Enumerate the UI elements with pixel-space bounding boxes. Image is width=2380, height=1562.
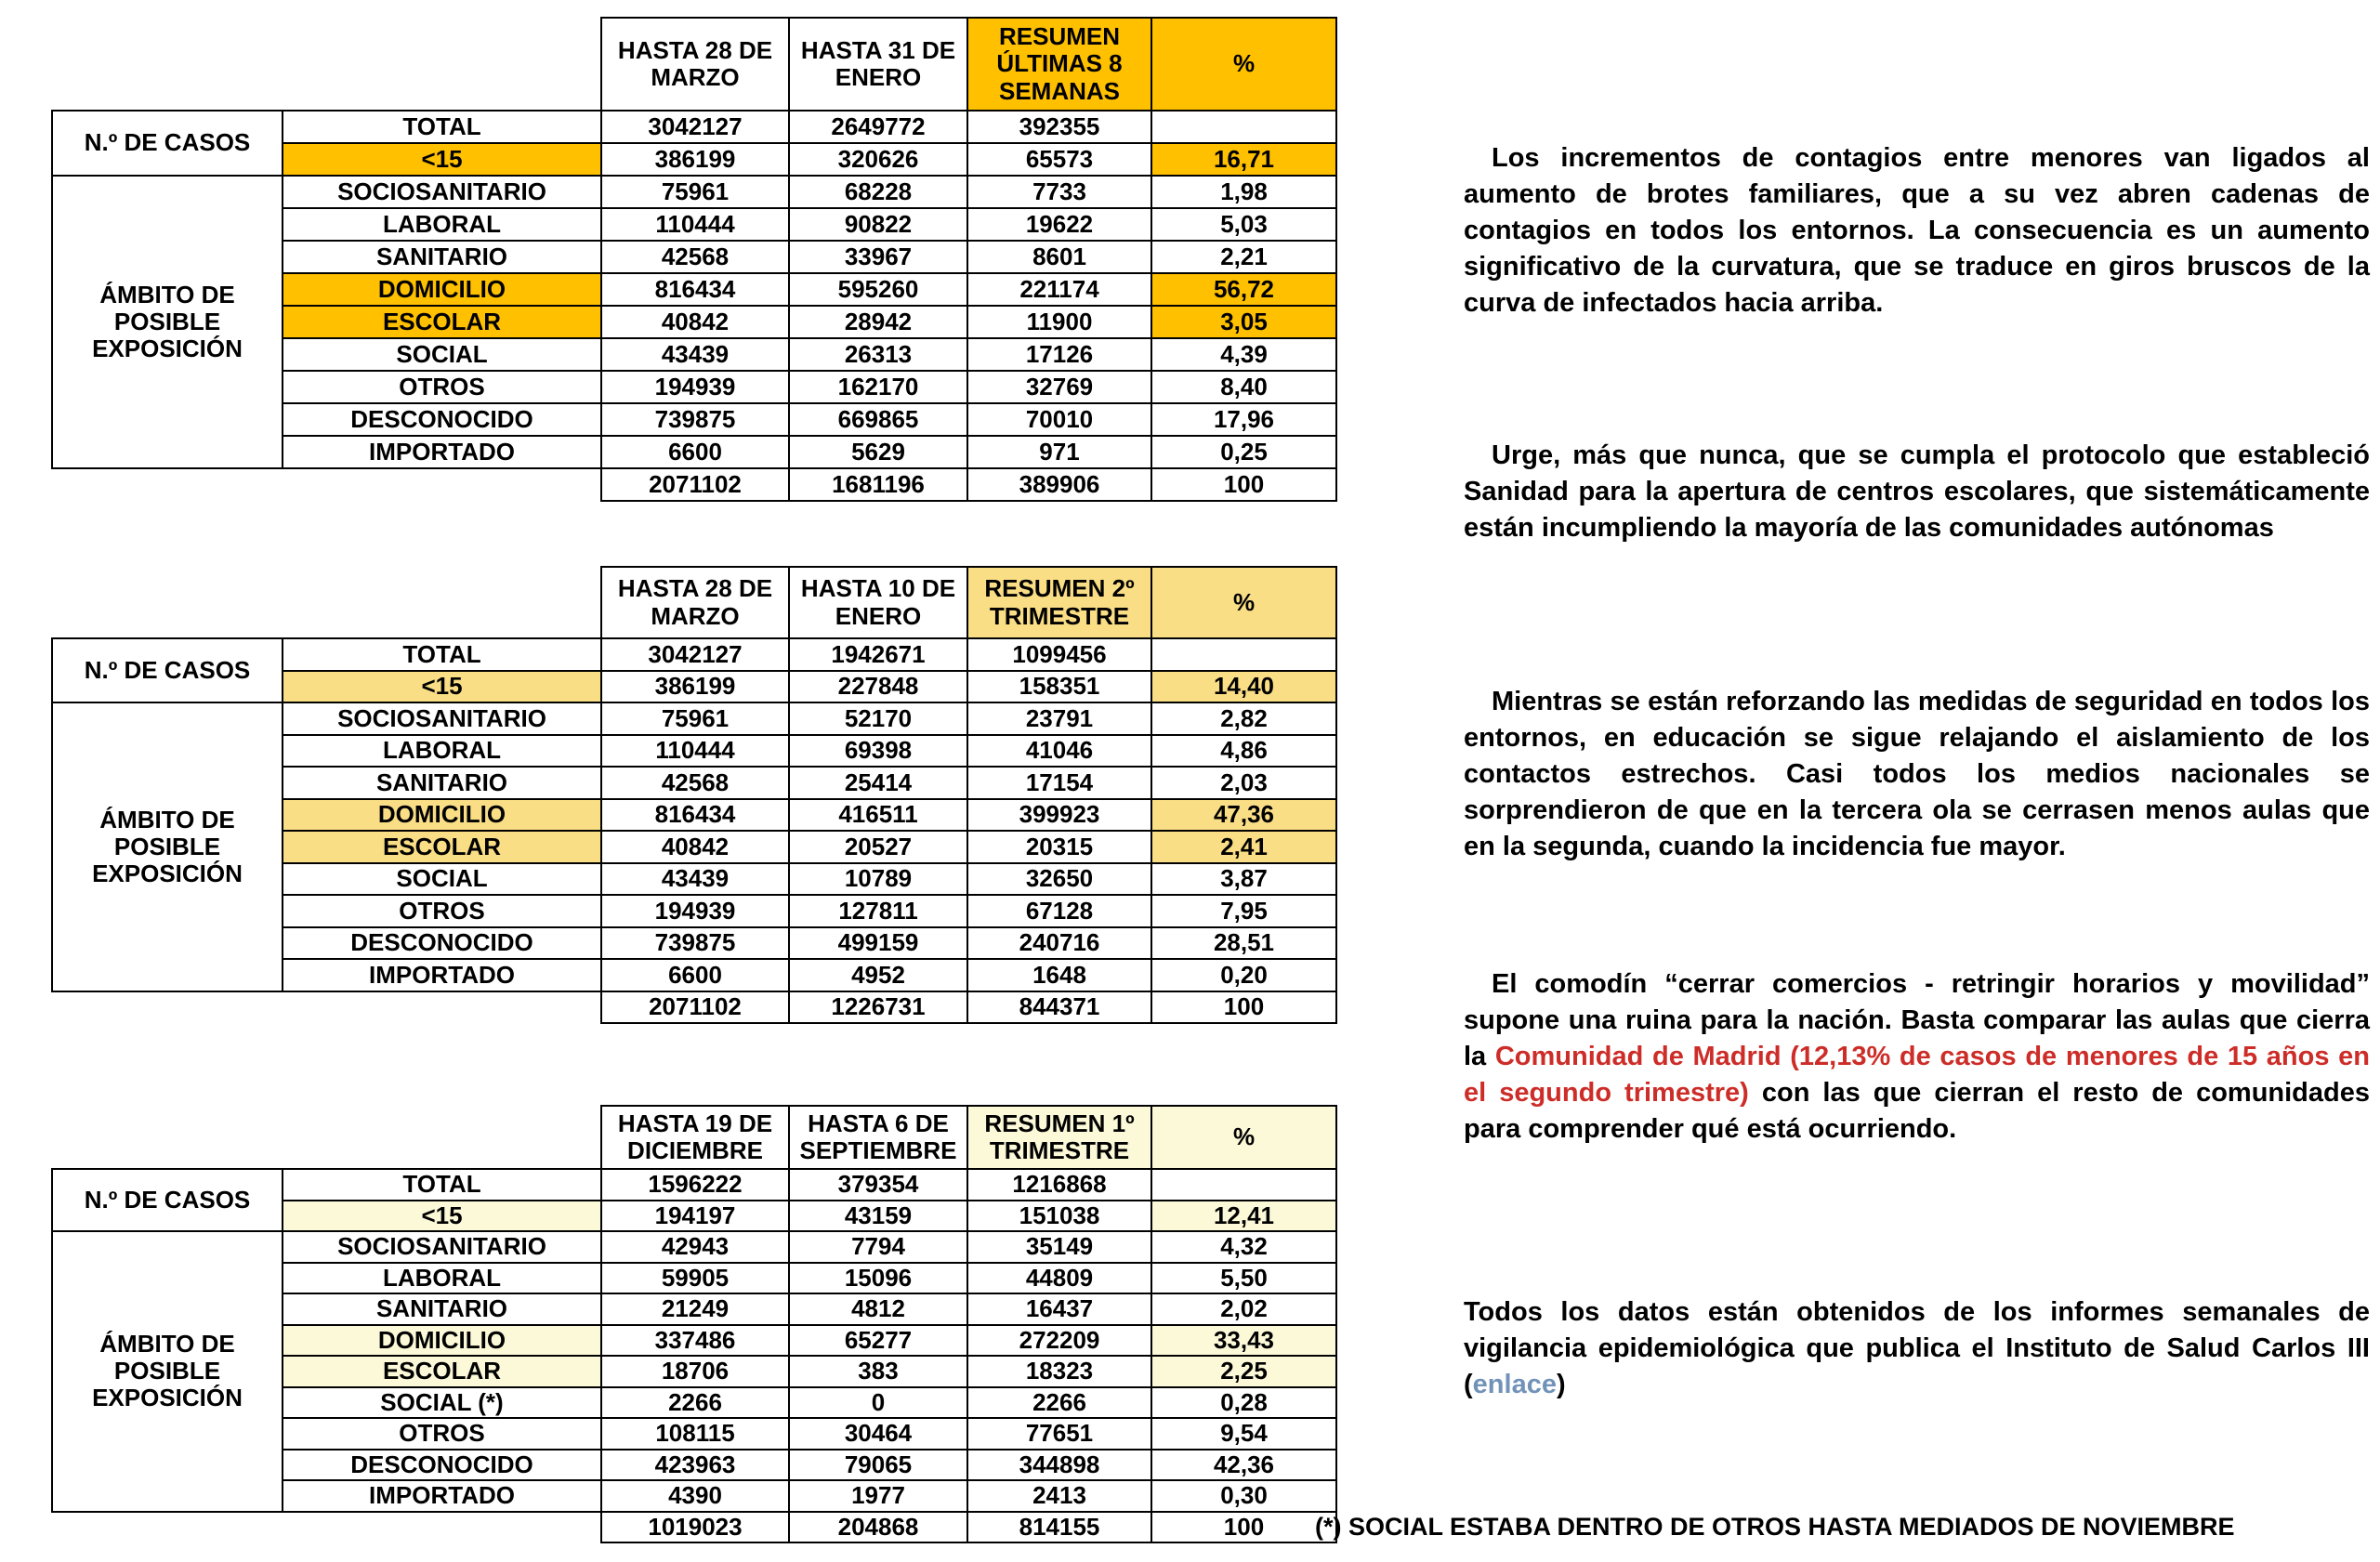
- row-label-cell: SOCIAL: [283, 338, 601, 371]
- row-label-cell: IMPORTADO: [283, 1480, 601, 1512]
- percent-cell: [1151, 638, 1336, 671]
- value-cell: 52170: [789, 702, 967, 735]
- value-cell: 5629: [789, 436, 967, 468]
- header-row: [52, 1106, 1336, 1169]
- value-cell: 20315: [967, 831, 1151, 863]
- value-cell: 110444: [601, 208, 789, 241]
- value-cell: 1099456: [967, 638, 1151, 671]
- group-label-ambito: ÁMBITO DE POSIBLE EXPOSICIÓN: [52, 702, 283, 991]
- row-label-cell: DESCONOCIDO: [283, 927, 601, 960]
- totals-cell: 2071102: [601, 991, 789, 1024]
- value-cell: 1648: [967, 959, 1151, 991]
- value-cell: 42943: [601, 1231, 789, 1263]
- value-cell: 1942671: [789, 638, 967, 671]
- totals-cell: 1681196: [789, 468, 967, 501]
- header-row: [52, 18, 1336, 111]
- percent-cell: 5,50: [1151, 1263, 1336, 1294]
- column-header-cell: HASTA 10 DE ENERO: [789, 567, 967, 638]
- percent-cell: 5,03: [1151, 208, 1336, 241]
- value-cell: 6600: [601, 959, 789, 991]
- percent-cell: 2,03: [1151, 767, 1336, 799]
- cases-table-2nd-trimester: [51, 566, 1337, 1024]
- group-label-casos: N.º DE CASOS: [52, 111, 283, 176]
- percent-cell: 47,36: [1151, 799, 1336, 832]
- value-cell: 158351: [967, 671, 1151, 703]
- table-row: [52, 176, 1336, 208]
- value-cell: 25414: [789, 767, 967, 799]
- header-spacer: [52, 1106, 601, 1169]
- value-cell: 20527: [789, 831, 967, 863]
- value-cell: 392355: [967, 111, 1151, 143]
- percent-cell: 9,54: [1151, 1418, 1336, 1450]
- row-label-cell: DESCONOCIDO: [283, 403, 601, 436]
- percent-cell: 33,43: [1151, 1325, 1336, 1357]
- value-cell: 669865: [789, 403, 967, 436]
- totals-cell: 814155: [967, 1512, 1151, 1543]
- row-label-cell: OTROS: [283, 371, 601, 403]
- percent-cell: 12,41: [1151, 1201, 1336, 1232]
- percent-cell: [1151, 1169, 1336, 1201]
- percent-cell: 17,96: [1151, 403, 1336, 436]
- value-cell: 3042127: [601, 111, 789, 143]
- row-label-cell: OTROS: [283, 895, 601, 927]
- table-row: [52, 1169, 1336, 1201]
- value-cell: 2266: [967, 1387, 1151, 1419]
- column-header-cell: %: [1151, 18, 1336, 111]
- column-header-cell: HASTA 6 DE SEPTIEMBRE: [789, 1106, 967, 1169]
- table-row: [52, 1231, 1336, 1263]
- value-cell: 1977: [789, 1480, 967, 1512]
- row-label-cell: SOCIOSANITARIO: [283, 702, 601, 735]
- row-label-cell: ESCOLAR: [283, 831, 601, 863]
- value-cell: 70010: [967, 403, 1151, 436]
- row-label-cell: DOMICILIO: [283, 273, 601, 306]
- totals-cell: 1226731: [789, 991, 967, 1024]
- value-cell: 4812: [789, 1293, 967, 1325]
- value-cell: 379354: [789, 1169, 967, 1201]
- value-cell: 77651: [967, 1418, 1151, 1450]
- commentary-paragraph-2: [1464, 438, 2370, 546]
- commentary-paragraph-1: [1464, 140, 2370, 322]
- value-cell: 18323: [967, 1356, 1151, 1387]
- red-highlight-text: Comunidad de Madrid (12,13% de casos de menores de 15 años en el segundo trimestre): [1464, 1042, 2370, 1108]
- totals-row: [52, 1512, 1336, 1543]
- value-cell: 227848: [789, 671, 967, 703]
- value-cell: 11900: [967, 306, 1151, 338]
- header-spacer: [52, 18, 601, 111]
- totals-cell: 100: [1151, 1512, 1336, 1543]
- value-cell: 399923: [967, 799, 1151, 832]
- commentary-paragraph-4: [1464, 966, 2370, 1148]
- paragraph-text: Los incrementos de contagios entre menores van ligados al aumento de brotes familiares, que a su vez abren cadenas de contagios en todos los entornos. La consecuencia es un aumento significativo de la curvatura, que se traduce en giros bruscos de la curva de infectados hacia arriba.: [1464, 143, 2370, 318]
- column-header-cell: RESUMEN 1º TRIMESTRE: [967, 1106, 1151, 1169]
- value-cell: 10789: [789, 863, 967, 896]
- percent-cell: 8,40: [1151, 371, 1336, 403]
- row-label-cell: <15: [283, 143, 601, 176]
- header-row: [52, 567, 1336, 638]
- value-cell: 194939: [601, 371, 789, 403]
- value-cell: 739875: [601, 403, 789, 436]
- row-label-cell: <15: [283, 1201, 601, 1232]
- totals-row: [52, 468, 1336, 501]
- value-cell: 28942: [789, 306, 967, 338]
- value-cell: 4952: [789, 959, 967, 991]
- group-label-casos: N.º DE CASOS: [52, 1169, 283, 1231]
- totals-cell: 100: [1151, 991, 1336, 1024]
- column-header-cell: %: [1151, 567, 1336, 638]
- value-cell: 67128: [967, 895, 1151, 927]
- column-header-cell: RESUMEN ÚLTIMAS 8 SEMANAS: [967, 18, 1151, 111]
- value-cell: 1216868: [967, 1169, 1151, 1201]
- value-cell: 4390: [601, 1480, 789, 1512]
- totals-spacer: [52, 1512, 601, 1543]
- value-cell: 19622: [967, 208, 1151, 241]
- percent-cell: 0,20: [1151, 959, 1336, 991]
- value-cell: 337486: [601, 1325, 789, 1357]
- percent-cell: 2,21: [1151, 241, 1336, 273]
- value-cell: 65277: [789, 1325, 967, 1357]
- row-label-cell: ESCOLAR: [283, 306, 601, 338]
- row-label-cell: SOCIAL: [283, 863, 601, 896]
- value-cell: 35149: [967, 1231, 1151, 1263]
- value-cell: 7733: [967, 176, 1151, 208]
- value-cell: 42568: [601, 767, 789, 799]
- value-cell: 816434: [601, 799, 789, 832]
- percent-cell: 7,95: [1151, 895, 1336, 927]
- value-cell: 75961: [601, 702, 789, 735]
- group-label-casos: N.º DE CASOS: [52, 638, 283, 702]
- value-cell: 18706: [601, 1356, 789, 1387]
- value-cell: 40842: [601, 306, 789, 338]
- percent-cell: 14,40: [1151, 671, 1336, 703]
- value-cell: 65573: [967, 143, 1151, 176]
- value-cell: 90822: [789, 208, 967, 241]
- percent-cell: 0,28: [1151, 1387, 1336, 1419]
- header-spacer: [52, 567, 601, 638]
- paragraph-text: con las que cierran el resto de comunidades para comprender qué está ocurriendo.: [1464, 1078, 2370, 1144]
- value-cell: 15096: [789, 1263, 967, 1294]
- value-cell: 272209: [967, 1325, 1151, 1357]
- value-cell: 17154: [967, 767, 1151, 799]
- row-label-cell: IMPORTADO: [283, 959, 601, 991]
- percent-cell: 42,36: [1151, 1450, 1336, 1481]
- totals-cell: 2071102: [601, 468, 789, 501]
- value-cell: 30464: [789, 1418, 967, 1450]
- row-label-cell: SANITARIO: [283, 241, 601, 273]
- value-cell: 2413: [967, 1480, 1151, 1512]
- commentary-paragraph-5: [1464, 1294, 2370, 1403]
- percent-cell: 0,25: [1151, 436, 1336, 468]
- totals-cell: 100: [1151, 468, 1336, 501]
- row-label-cell: <15: [283, 671, 601, 703]
- totals-cell: 1019023: [601, 1512, 789, 1543]
- row-label-cell: LABORAL: [283, 208, 601, 241]
- paragraph-text: Todos los datos están obtenidos de los informes semanales de vigilancia epidemiológica que publica el Instituto de Salud Carlos III (: [1464, 1297, 2370, 1399]
- paragraph-text: El comodín “cerrar comercios - retringir horarios y movilidad” supone una ruina para la nación. Basta comparar las aulas que cierra la: [1464, 969, 2370, 1071]
- value-cell: 41046: [967, 735, 1151, 768]
- row-label-cell: TOTAL: [283, 111, 601, 143]
- column-header-cell: HASTA 28 DE MARZO: [601, 567, 789, 638]
- value-cell: 79065: [789, 1450, 967, 1481]
- value-cell: 110444: [601, 735, 789, 768]
- value-cell: 33967: [789, 241, 967, 273]
- value-cell: 7794: [789, 1231, 967, 1263]
- value-cell: 59905: [601, 1263, 789, 1294]
- value-cell: 1596222: [601, 1169, 789, 1201]
- row-label-cell: LABORAL: [283, 1263, 601, 1294]
- value-cell: 194939: [601, 895, 789, 927]
- group-label-ambito: ÁMBITO DE POSIBLE EXPOSICIÓN: [52, 1231, 283, 1512]
- row-label-cell: SOCIOSANITARIO: [283, 1231, 601, 1263]
- value-cell: 43439: [601, 863, 789, 896]
- value-cell: 194197: [601, 1201, 789, 1232]
- value-cell: 423963: [601, 1450, 789, 1481]
- totals-cell: 204868: [789, 1512, 967, 1543]
- value-cell: 386199: [601, 671, 789, 703]
- value-cell: 44809: [967, 1263, 1151, 1294]
- value-cell: 32650: [967, 863, 1151, 896]
- percent-cell: 4,39: [1151, 338, 1336, 371]
- row-label-cell: TOTAL: [283, 638, 601, 671]
- percent-cell: 2,25: [1151, 1356, 1336, 1387]
- percent-cell: 2,02: [1151, 1293, 1336, 1325]
- percent-cell: 1,98: [1151, 176, 1336, 208]
- row-label-cell: SOCIAL (*): [283, 1387, 601, 1419]
- column-header-cell: HASTA 28 DE MARZO: [601, 18, 789, 111]
- column-header-cell: %: [1151, 1106, 1336, 1169]
- value-cell: 42568: [601, 241, 789, 273]
- percent-cell: 56,72: [1151, 273, 1336, 306]
- column-header-cell: HASTA 19 DE DICIEMBRE: [601, 1106, 789, 1169]
- percent-cell: 4,32: [1151, 1231, 1336, 1263]
- paragraph-text: Mientras se están reforzando las medidas de seguridad en todos los entornos, en educación se sigue relajando el aislamiento de los contactos estrechos. Casi todos los medios nacionales se sorprendieron de que en la tercera ola se cerrasen menos aulas que en la segunda, cuando la incidencia fue mayor.: [1464, 687, 2370, 861]
- value-cell: 240716: [967, 927, 1151, 960]
- percent-cell: 2,41: [1151, 831, 1336, 863]
- value-cell: 32769: [967, 371, 1151, 403]
- value-cell: 595260: [789, 273, 967, 306]
- value-cell: 2649772: [789, 111, 967, 143]
- value-cell: 2266: [601, 1387, 789, 1419]
- value-cell: 17126: [967, 338, 1151, 371]
- value-cell: 69398: [789, 735, 967, 768]
- row-label-cell: IMPORTADO: [283, 436, 601, 468]
- percent-cell: 3,05: [1151, 306, 1336, 338]
- value-cell: 23791: [967, 702, 1151, 735]
- value-cell: 108115: [601, 1418, 789, 1450]
- value-cell: 21249: [601, 1293, 789, 1325]
- footnote: (*) SOCIAL ESTABA DENTRO DE OTROS HASTA MEDIADOS DE NOVIEMBRE: [1315, 1513, 2235, 1541]
- row-label-cell: DOMICILIO: [283, 1325, 601, 1357]
- value-cell: 162170: [789, 371, 967, 403]
- value-cell: 127811: [789, 895, 967, 927]
- totals-row: [52, 991, 1336, 1024]
- percent-cell: 0,30: [1151, 1480, 1336, 1512]
- row-label-cell: TOTAL: [283, 1169, 601, 1201]
- value-cell: 6600: [601, 436, 789, 468]
- value-cell: 416511: [789, 799, 967, 832]
- row-label-cell: SOCIOSANITARIO: [283, 176, 601, 208]
- value-cell: 43439: [601, 338, 789, 371]
- column-header-cell: RESUMEN 2º TRIMESTRE: [967, 567, 1151, 638]
- value-cell: 43159: [789, 1201, 967, 1232]
- value-cell: 68228: [789, 176, 967, 208]
- table-body: [52, 567, 1336, 1023]
- paragraph-text: ): [1556, 1370, 1566, 1399]
- value-cell: 320626: [789, 143, 967, 176]
- totals-spacer: [52, 991, 601, 1024]
- percent-cell: 4,86: [1151, 735, 1336, 768]
- row-label-cell: DESCONOCIDO: [283, 1450, 601, 1481]
- row-label-cell: ESCOLAR: [283, 1356, 601, 1387]
- value-cell: 40842: [601, 831, 789, 863]
- column-header-cell: HASTA 31 DE ENERO: [789, 18, 967, 111]
- commentary-paragraph-3: [1464, 684, 2370, 865]
- value-cell: 499159: [789, 927, 967, 960]
- percent-cell: 28,51: [1151, 927, 1336, 960]
- table-row: [52, 638, 1336, 671]
- table-row: [52, 111, 1336, 143]
- value-cell: 26313: [789, 338, 967, 371]
- value-cell: 8601: [967, 241, 1151, 273]
- totals-spacer: [52, 468, 601, 501]
- totals-cell: 844371: [967, 991, 1151, 1024]
- value-cell: 344898: [967, 1450, 1151, 1481]
- value-cell: 971: [967, 436, 1151, 468]
- row-label-cell: DOMICILIO: [283, 799, 601, 832]
- percent-cell: [1151, 111, 1336, 143]
- value-cell: 3042127: [601, 638, 789, 671]
- paragraph-text: Urge, más que nunca, que se cumpla el protocolo que estableció Sanidad para la apertura de centros escolares, que sistemáticamente están incumpliendo la mayoría de las comunidades autónomas: [1464, 440, 2370, 543]
- percent-cell: 3,87: [1151, 863, 1336, 896]
- table-body: [52, 1106, 1336, 1542]
- row-label-cell: SANITARIO: [283, 767, 601, 799]
- value-cell: 221174: [967, 273, 1151, 306]
- row-label-cell: OTROS: [283, 1418, 601, 1450]
- table-body: [52, 18, 1336, 501]
- value-cell: 816434: [601, 273, 789, 306]
- value-cell: 75961: [601, 176, 789, 208]
- totals-cell: 389906: [967, 468, 1151, 501]
- row-label-cell: SANITARIO: [283, 1293, 601, 1325]
- percent-cell: 2,82: [1151, 702, 1336, 735]
- value-cell: 151038: [967, 1201, 1151, 1232]
- percent-cell: 16,71: [1151, 143, 1336, 176]
- value-cell: 16437: [967, 1293, 1151, 1325]
- cases-table-last-8-weeks: [51, 17, 1337, 502]
- row-label-cell: LABORAL: [283, 735, 601, 768]
- value-cell: 739875: [601, 927, 789, 960]
- value-cell: 383: [789, 1356, 967, 1387]
- value-cell: 386199: [601, 143, 789, 176]
- table-row: [52, 702, 1336, 735]
- inline-link[interactable]: enlace: [1472, 1370, 1557, 1399]
- value-cell: 0: [789, 1387, 967, 1419]
- cases-table-1st-trimester: [51, 1105, 1337, 1543]
- group-label-ambito: ÁMBITO DE POSIBLE EXPOSICIÓN: [52, 176, 283, 468]
